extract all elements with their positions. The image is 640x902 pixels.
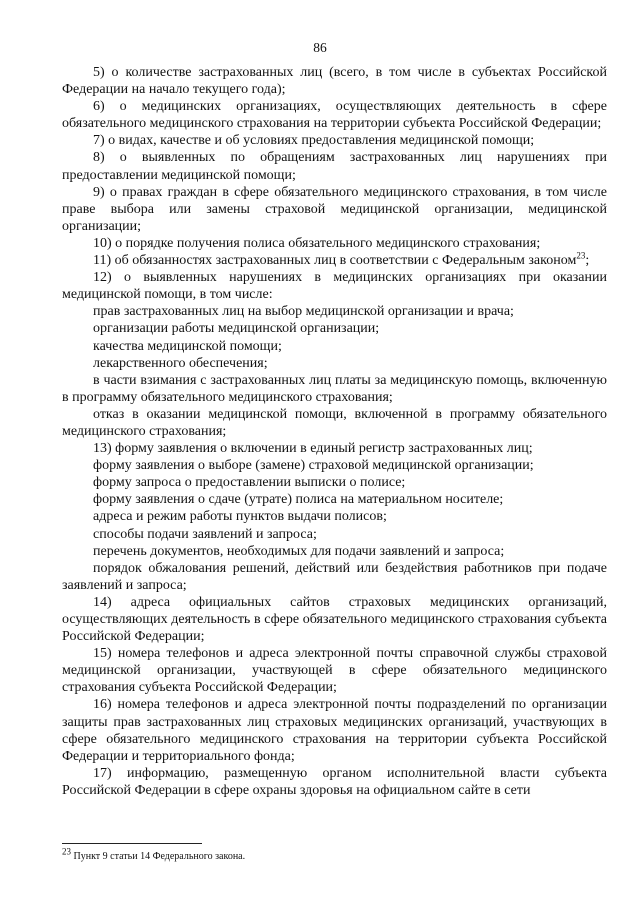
paragraph-item-15: 15) номера телефонов и адреса электронной почты справочной службы страховой медицинской организации, участвующей в сфере обязательного медицинского страхования субъекта Российской Федерации;: [62, 646, 607, 696]
sub-item: порядок обжалования решений, действий или бездействия работников при подаче заявлений и запроса;: [62, 560, 607, 593]
paragraph-item-11: [62, 252, 607, 269]
paragraph-item-7: 7) о видах, качестве и об условиях предоставления медицинской помощи;: [93, 133, 535, 149]
sub-item: форму заявления о выборе (замене) страховой медицинской организации;: [93, 458, 534, 474]
paragraph-item-8: 8) о выявленных по обращениям застрахованных лиц нарушениях при предоставлении медицинской помощи;: [62, 150, 607, 183]
paragraph-item-5: 5) о количестве застрахованных лиц (всего, в том числе в субъектах Российской Федерации на начало текущего года);: [62, 65, 607, 98]
sub-item: лекарственного обеспечения;: [93, 355, 268, 371]
sub-item: качества медицинской помощи;: [93, 338, 282, 354]
page-number: 86: [313, 40, 327, 55]
sub-item: форму запроса о предоставлении выписки о полисе;: [93, 475, 406, 491]
footnote-divider: [62, 843, 202, 844]
footnote-mark: 23: [62, 846, 71, 857]
sub-item: отказ в оказании медицинской помощи, включенной в программу обязательного медицинского страхования;: [62, 406, 607, 439]
sub-item: форму заявления о сдаче (утрате) полиса на материальном носителе;: [93, 492, 504, 508]
footnote: [62, 846, 607, 863]
paragraph-item-16: 16) номера телефонов и адреса электронной почты подразделений по организации защиты прав застрахованных лиц страховых медицинских организаций, участвующих в сфере обязательного медицинского страхования на территории субъекта Российской Федерации и территориального фонда;: [62, 697, 607, 764]
paragraph-item-6: 6) о медицинских организациях, осуществляющих деятельность в сфере обязательного медицинского страхования на территории субъекта Российской Федерации;: [62, 99, 607, 132]
paragraph-item-11-tail: ;: [585, 253, 590, 269]
paragraph-item-14: 14) адреса официальных сайтов страховых медицинских организаций, осуществляющих деятельность в сфере обязательного медицинского страхования субъекта Российской Федерации;: [62, 594, 607, 645]
sub-item: перечень документов, необходимых для подачи заявлений и запроса;: [93, 543, 505, 559]
paragraph-item-12: 12) о выявленных нарушениях в медицинских организациях при оказании медицинской помощи, в том числе:: [62, 270, 607, 303]
sub-item: в части взимания с застрахованных лиц платы за медицинскую помощь, включенную в программу обязательного медицинского страхования;: [62, 372, 607, 405]
footnote-reference[interactable]: 23: [576, 250, 586, 261]
sub-item: адреса и режим работы пунктов выдачи полисов;: [93, 509, 387, 525]
paragraph-item-17: 17) информацию, размещенную органом исполнительной власти субъекта Российской Федерации в сфере охраны здоровья на официальном сайте в сети: [62, 765, 607, 798]
paragraph-item-9: 9) о правах граждан в сфере обязательного медицинского страхования, в том числе праве выбора или замены страховой медицинской организации, медицинской организации;: [62, 184, 607, 234]
paragraph-item-11-text: 11) об обязанностях застрахованных лиц в соответствии с Федеральным законом: [93, 253, 577, 269]
paragraph-item-10: 10) о порядке получения полиса обязательного медицинского страхования;: [93, 235, 541, 251]
sub-item: способы подачи заявлений и запроса;: [93, 526, 317, 542]
sub-item: организации работы медицинской организации;: [93, 321, 380, 337]
body-text: [62, 64, 607, 799]
paragraph-item-13: 13) форму заявления о включении в единый регистр застрахованных лиц;: [93, 441, 533, 457]
footnote-text: Пункт 9 статьи 14 Федерального закона.: [71, 851, 246, 862]
sub-item: прав застрахованных лиц на выбор медицинской организации и врача;: [93, 304, 514, 320]
